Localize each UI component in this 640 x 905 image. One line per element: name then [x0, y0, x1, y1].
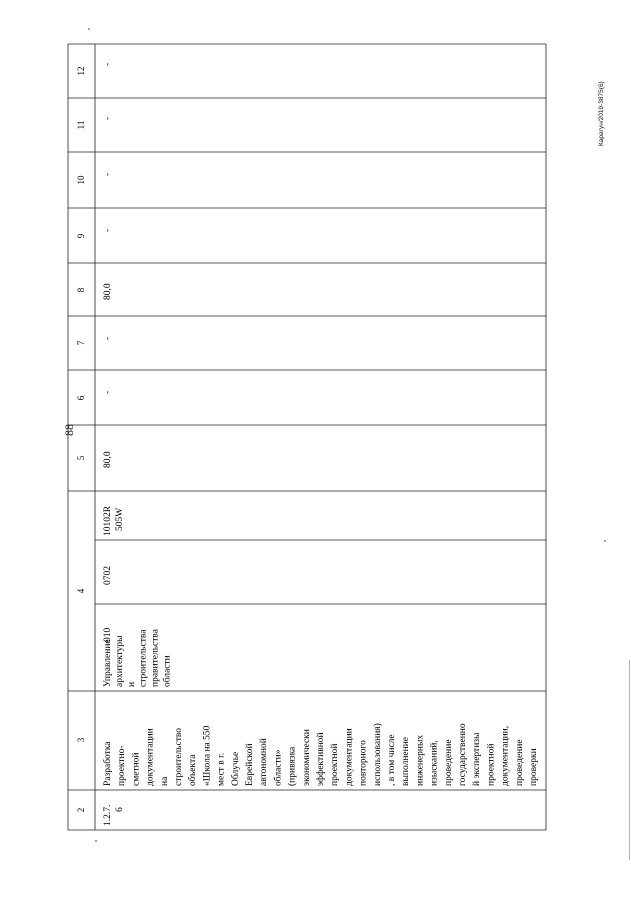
cell-col2-line: экономически	[301, 729, 312, 786]
cell-col12: -	[103, 62, 113, 66]
column-header-12: 12	[76, 66, 86, 76]
cell-col2-line: строительство	[174, 727, 184, 786]
cell-col2-line: государственно	[458, 723, 468, 786]
cell-col4-admin-code: 010	[103, 627, 113, 642]
cell-col2-line: объекта	[188, 754, 199, 786]
document-code: Карагун/2019-3875(6)	[598, 81, 605, 146]
cell-col5: 80,0	[103, 451, 113, 468]
cell-col3-line: правительства	[150, 628, 161, 687]
cell-col2-line: проектной	[330, 743, 341, 786]
cell-col2-line: сметной	[131, 752, 142, 786]
cell-col2-line: инженерных	[415, 734, 426, 786]
cell-col2-line: документации,	[500, 725, 511, 786]
cell-col3-line: архитектуры	[114, 635, 125, 687]
cell-col2-line: проведение	[443, 739, 454, 786]
cell-col2-line: проверки	[529, 748, 539, 786]
column-header-4: 4	[76, 588, 86, 594]
column-header-3: 3	[76, 737, 86, 743]
column-header-11: 11	[76, 120, 86, 130]
cell-col11: -	[103, 116, 113, 120]
cell-col3-line: области	[162, 655, 173, 687]
cell-col2-line: й экспертизы	[472, 732, 483, 786]
cell-col2-line: Еврейской	[245, 743, 255, 786]
cell-col3-line: Управление	[103, 639, 113, 687]
cell-col9: -	[103, 228, 113, 232]
column-header-9: 9	[76, 233, 86, 239]
cell-col1-line2: 6	[115, 807, 125, 812]
column-header-10: 10	[76, 175, 86, 185]
cell-col2-line: , в том числе	[387, 734, 397, 786]
cell-col2-line: проектной	[486, 743, 497, 786]
cell-col2-line: «Школа на 550	[202, 725, 213, 786]
cell-col2-line: области»	[273, 749, 284, 786]
cell-col2-line: проведение	[514, 739, 525, 786]
cell-col2-line: повторного	[358, 740, 369, 786]
cell-col2-line: эффективной	[316, 732, 326, 786]
cell-col7: -	[103, 336, 113, 340]
column-header-7: 7	[76, 340, 86, 346]
cell-col3-line: и	[126, 681, 137, 687]
cell-col4-code-line1: 10102R	[103, 505, 113, 536]
column-header-5: 5	[76, 455, 86, 461]
cell-col2-line: проектно-	[117, 745, 128, 786]
cell-col2-line: документации	[145, 728, 156, 786]
cell-col10: -	[103, 172, 113, 176]
cell-col2-line: Разработка	[103, 741, 113, 786]
cell-col2-line: изысканий,	[429, 740, 440, 786]
cell-col3-line: строительства	[138, 629, 149, 687]
cell-col2-line: выполнение	[401, 736, 412, 786]
cell-col2-line: документации	[344, 728, 355, 786]
cell-col6: -	[103, 390, 113, 394]
cell-col2-line: (привязка	[287, 746, 298, 786]
cell-col3	[103, 628, 173, 687]
cell-col2-line: мест в г.	[216, 752, 227, 786]
cell-col2	[102, 723, 539, 786]
table-grid	[68, 44, 546, 830]
column-header-6: 6	[76, 395, 86, 401]
page-number: 88	[62, 424, 76, 436]
cell-col8: 80,0	[103, 283, 113, 300]
column-header-8: 8	[76, 287, 86, 293]
cell-col2-line: Облучье	[230, 751, 241, 786]
cell-col4-section-code: 0702	[103, 566, 113, 585]
cell-col4-code-line2: 505W	[115, 507, 125, 531]
cell-col1-line1: 1.2.7.	[103, 804, 113, 826]
cell-col2-line: использования)	[372, 723, 383, 786]
cell-col2-line: автономной	[259, 738, 270, 786]
column-header-2: 2	[76, 807, 86, 813]
cell-col2-line: на	[159, 776, 170, 786]
